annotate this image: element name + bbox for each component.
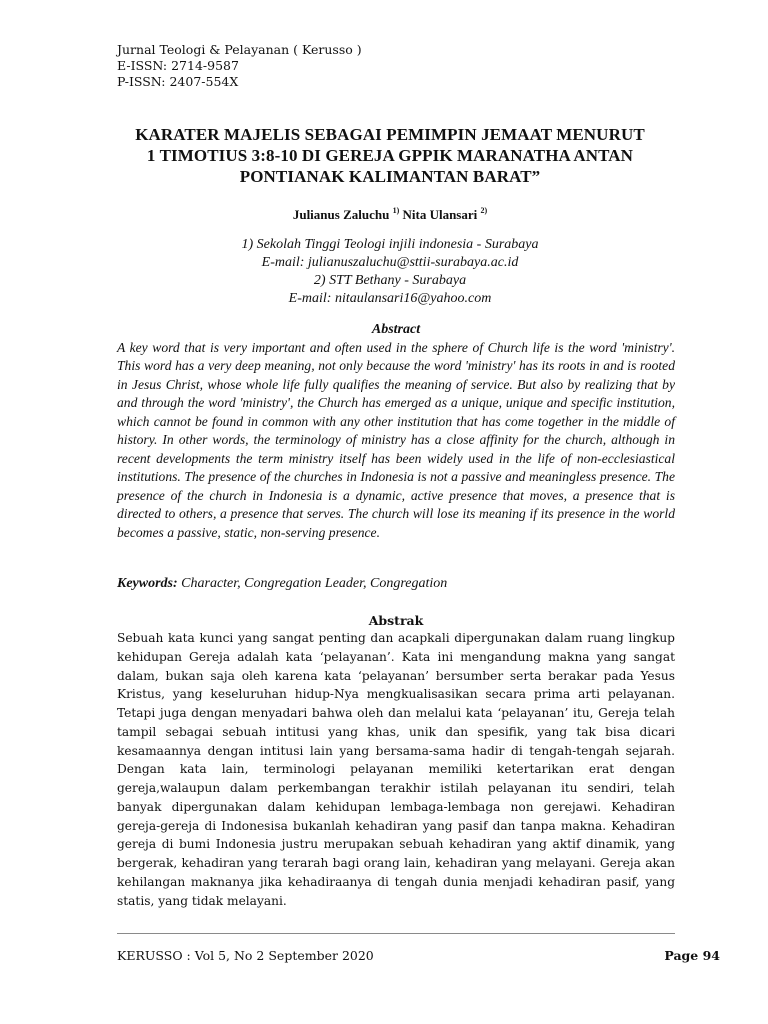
journal-header [117,42,362,90]
page-number: Page 94 [664,948,720,963]
affiliation-1: 1) Sekolah Tinggi Teologi injili indonesia - Surabaya [241,237,539,252]
footer-divider [117,933,675,934]
author-list [100,202,680,224]
footer-journal-info: KERUSSO : Vol 5, No 2 September 2020 [117,948,374,963]
abstract-body: A key word that is very important and often used in the sphere of Church life is the word 'ministry'. This word has a very deep meaning, not only because the word 'ministry' has its roots in and is rooted in Jesus Christ, whose whole life fully qualifies the meaning of service. But also by realizing that by and through the word 'ministry', the Church has emerged as a unique, unique and specific institution, which cannot be found in common with any other institution that has come together in the middle of history. In other words, the terminology of ministry has a close affinity for the church, although in recent developments the term ministry itself has been widely used in the life of non-ecclesiastical institutions. The presence of the churches in Indonesia is not a passive and meaningless presence. The presence of the church in Indonesia is a dynamic, active presence that moves, a presence that is directed to others, a presence that serves. The church will lose its meaning if its presence in the world becomes a passive, static, non-serving presence. [117,340,675,540]
title-line-2: 1 TIMOTIUS 3:8-10 DI GEREJA GPPIK MARANATHA ANTAN [146,146,634,165]
journal-name: Jurnal Teologi & Pelayanan ( Kerusso ) [117,42,362,57]
keywords-label: Keywords: [117,576,178,591]
affiliations [100,236,680,308]
abstract-heading: Abstract [371,322,421,337]
abstrak-heading: Abstrak [368,613,424,628]
author-mark-2: 2) [480,206,488,215]
title-line-3: PONTIANAK KALIMANTAN BARAT” [239,167,541,186]
email-2: E-mail: nitaulansari16@yahoo.com [288,291,492,306]
keywords-value: Character, Congregation Leader, Congregation [181,576,448,591]
author-mark-1: 1) [392,206,400,215]
eissn: E-ISSN: 2714-9587 [117,58,239,73]
keywords [117,575,675,593]
title-line-1: KARATER MAJELIS SEBAGAI PEMIMPIN JEMAAT MENURUT [135,125,645,144]
article-title [100,124,680,187]
abstrak-body: Sebuah kata kunci yang sangat penting dan acapkali dipergunakan dalam ruang lingkup kehidupan Gereja adalah kata ‘pelayanan’. Kata ini mengandung makna yang sangat dalam, bukan saja oleh karena kata ‘pelayanan’ bersumber serta berakar pada Yesus Kristus, yang keseluruhan hidup-Nya mengkualisasikan secara prima arti pelayanan. Tetapi juga dengan menyadari bahwa oleh dan melalui kata ‘pelayanan’ itu, Gereja telah tampil sebagai sebuah intitusi yang khas, unik dan spesifik, yang tak bisa dicari kesamaannya dengan intitusi lain yang bersama-sama hadir di tengah-tengah sejarah. Dengan kata lain, terminologi pelayanan memiliki ketertarikan erat dengan gereja,walaupun dalam perkembangan terakhir istilah pelayanan itu sendiri, telah banyak dipergunakan dalam kehidupan lembaga-lembaga non gerejawi. Kehadiran gereja-gereja di Indonesisa bukanlah kehadiran yang pasif dan tanpa makna. Kehadiran gereja di bumi Indonesia justru merupakan sebuah kehadiran yang aktif dinamik, yang bergerak, kehadiran yang terarah bagi orang lain, kehadiran yang melayani. Gereja akan kehilangan maknanya jika kehadiraanya di tengah dunia menjadi kehadiran pasif, yang statis, yang tidak melayani. [117,631,675,908]
pissn: P-ISSN: 2407-554X [117,74,239,89]
author-name-2: Nita Ulansari [402,207,478,222]
author-name-1: Julianus Zaluchu [292,207,390,222]
affiliation-2: 2) STT Bethany - Surabaya [313,273,467,288]
email-1: E-mail: julianuszaluchu@sttii-surabaya.ac.id [261,255,519,270]
